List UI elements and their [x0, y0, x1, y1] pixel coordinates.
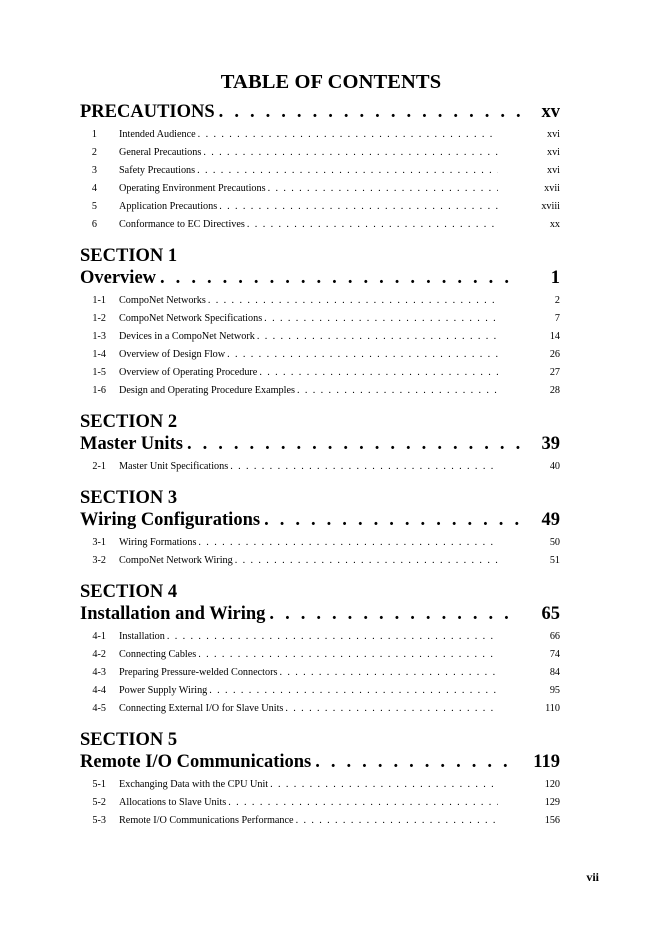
entry-page: xx [549, 219, 560, 230]
heading-page: 65 [541, 604, 560, 624]
toc-entry[interactable] [80, 364, 560, 382]
entry-title: Safety Precautions [119, 165, 196, 176]
entry-title: Operating Environment Precautions [119, 183, 266, 194]
dot-leader [198, 126, 498, 144]
dot-leader [197, 162, 498, 180]
toc-entry[interactable] [80, 628, 560, 646]
entry-title: Remote I/O Communications Performance [119, 815, 294, 826]
heading-page: 1 [550, 268, 560, 288]
entry-number: 5-2 [92, 797, 106, 808]
section-label: SECTION 3 [80, 488, 178, 508]
dot-leader [203, 144, 498, 162]
entry-page: xvi [546, 129, 560, 140]
dot-leader [219, 100, 520, 124]
entry-number: 1-4 [92, 349, 106, 360]
entry-page: 7 [554, 313, 560, 324]
toc-entry[interactable] [80, 382, 560, 400]
entry-title: General Precautions [119, 147, 202, 158]
dot-leader [264, 508, 520, 532]
dot-leader [315, 750, 517, 774]
section-heading[interactable] [80, 432, 560, 456]
section-label: SECTION 2 [80, 412, 178, 432]
dot-leader [285, 700, 498, 718]
heading-title: PRECAUTIONS [80, 102, 215, 122]
toc-entry[interactable] [80, 682, 560, 700]
dot-leader [230, 458, 498, 476]
dot-leader [259, 364, 498, 382]
dot-leader [264, 310, 498, 328]
entry-page: xvi [546, 165, 560, 176]
dot-leader [269, 602, 520, 626]
entry-number: 1-5 [92, 367, 106, 378]
dot-leader [209, 682, 498, 700]
entry-page: 2 [554, 295, 560, 306]
dot-leader [270, 776, 498, 794]
entry-page: 50 [549, 537, 560, 548]
entry-page: 156 [544, 815, 560, 826]
heading-title: Master Units [80, 434, 183, 454]
entry-title: Installation [119, 631, 165, 642]
toc-entry[interactable] [80, 776, 560, 794]
page-title: TABLE OF CONTENTS [220, 71, 442, 93]
heading-title: Wiring Configurations [80, 510, 261, 530]
dot-leader [296, 812, 498, 830]
entry-title: CompoNet Networks [119, 295, 206, 306]
entry-number: 3-2 [92, 555, 106, 566]
toc-entry[interactable] [80, 794, 560, 812]
toc-entry[interactable] [80, 812, 560, 830]
entry-title: Overview of Design Flow [119, 349, 226, 360]
entry-page: 95 [549, 685, 560, 696]
heading-title: Installation and Wiring [80, 604, 266, 624]
toc-entry[interactable] [80, 700, 560, 718]
entry-page: xviii [541, 201, 560, 212]
entry-title: Overview of Operating Procedure [119, 367, 258, 378]
entry-number: 4-2 [92, 649, 106, 660]
entry-title: CompoNet Network Specifications [119, 313, 263, 324]
table-of-contents [80, 100, 560, 842]
dot-leader [279, 664, 498, 682]
entry-page: 51 [549, 555, 560, 566]
toc-entry[interactable] [80, 292, 560, 310]
entry-number: 1 [91, 129, 97, 140]
entry-page: 74 [549, 649, 560, 660]
toc-entry[interactable] [80, 664, 560, 682]
toc-entry[interactable] [80, 162, 560, 180]
section-label: SECTION 5 [80, 730, 178, 750]
section-label: SECTION 4 [80, 582, 178, 602]
heading-page: 49 [541, 510, 560, 530]
dot-leader [247, 216, 498, 234]
entry-title: Connecting Cables [119, 649, 197, 660]
toc-entry[interactable] [80, 552, 560, 570]
entry-page: 28 [549, 385, 560, 396]
entry-title: Preparing Pressure-welded Connectors [119, 667, 278, 678]
entry-page: 110 [545, 703, 560, 714]
entry-page: 26 [549, 349, 560, 360]
entry-number: 3 [91, 165, 97, 176]
page-number: vii [586, 870, 599, 884]
entry-number: 4-4 [92, 685, 106, 696]
entry-number: 6 [91, 219, 97, 230]
section-block [80, 412, 560, 476]
entry-number: 5-3 [92, 815, 106, 826]
entry-page: xvii [544, 183, 560, 194]
heading-page: xv [541, 102, 560, 122]
entry-title: Exchanging Data with the CPU Unit [119, 779, 269, 790]
entry-title: Allocations to Slave Units [119, 797, 227, 808]
entry-number: 1-6 [92, 385, 106, 396]
toc-entry[interactable] [80, 458, 560, 476]
section-heading[interactable] [80, 750, 560, 774]
dot-leader [268, 180, 498, 198]
entry-number: 4-3 [92, 667, 106, 678]
dot-leader [187, 432, 520, 456]
entry-page: 129 [544, 797, 560, 808]
dot-leader [228, 794, 498, 812]
entry-page: 27 [549, 367, 560, 378]
dot-leader [219, 198, 498, 216]
dot-leader [257, 328, 498, 346]
entry-page: 40 [549, 461, 560, 472]
entry-title: CompoNet Network Wiring [119, 555, 233, 566]
section-block [80, 582, 560, 718]
dot-leader [167, 628, 498, 646]
toc-entry[interactable] [80, 126, 560, 144]
entry-number: 4-1 [92, 631, 106, 642]
entry-number: 1-2 [92, 313, 106, 324]
toc-entry[interactable] [80, 328, 560, 346]
entry-page: 14 [549, 331, 560, 342]
precautions-block [80, 100, 560, 234]
entry-number: 1-3 [92, 331, 106, 342]
entry-title: Application Precautions [119, 201, 218, 212]
section-block [80, 246, 560, 400]
toc-entry[interactable] [80, 534, 560, 552]
entry-number: 1-1 [92, 295, 106, 306]
section-heading[interactable] [80, 508, 560, 532]
dot-leader [198, 534, 498, 552]
dot-leader [208, 292, 498, 310]
entry-number: 5-1 [92, 779, 106, 790]
heading-title: Overview [80, 268, 157, 288]
entry-title: Devices in a CompoNet Network [119, 331, 255, 342]
entry-number: 2 [91, 147, 97, 158]
section-heading[interactable] [80, 266, 560, 290]
dot-leader [297, 382, 498, 400]
entry-title: Conformance to EC Directives [119, 219, 245, 230]
dot-leader [235, 552, 498, 570]
dot-leader [198, 646, 498, 664]
section-block [80, 488, 560, 570]
heading-page: 39 [541, 434, 560, 454]
entry-number: 5 [91, 201, 97, 212]
dot-leader [227, 346, 498, 364]
section-label: SECTION 1 [80, 246, 178, 266]
entry-title: Intended Audience [119, 129, 196, 140]
entry-title: Design and Operating Procedure Examples [119, 385, 295, 396]
toc-entry[interactable] [80, 216, 560, 234]
entry-number: 4 [91, 183, 97, 194]
heading-page: 119 [533, 752, 560, 772]
heading-title: Remote I/O Communications [80, 752, 312, 772]
entry-page: 120 [544, 779, 560, 790]
toc-entry[interactable] [80, 144, 560, 162]
entry-title: Wiring Formations [119, 537, 197, 548]
toc-entry[interactable] [80, 346, 560, 364]
toc-entry[interactable] [80, 198, 560, 216]
entry-number: 2-1 [92, 461, 106, 472]
toc-entry[interactable] [80, 180, 560, 198]
entry-page: 66 [549, 631, 560, 642]
toc-entry[interactable] [80, 310, 560, 328]
section-block [80, 730, 560, 830]
entry-number: 3-1 [92, 537, 106, 548]
entry-page: 84 [549, 667, 560, 678]
precautions-heading[interactable] [80, 100, 560, 124]
entry-number: 4-5 [92, 703, 106, 714]
toc-entry[interactable] [80, 646, 560, 664]
entry-title: Connecting External I/O for Slave Units [119, 703, 284, 714]
dot-leader [160, 266, 520, 290]
section-heading[interactable] [80, 602, 560, 626]
entry-title: Power Supply Wiring [119, 685, 208, 696]
entry-page: xvi [546, 147, 560, 158]
entry-title: Master Unit Specifications [119, 461, 229, 472]
